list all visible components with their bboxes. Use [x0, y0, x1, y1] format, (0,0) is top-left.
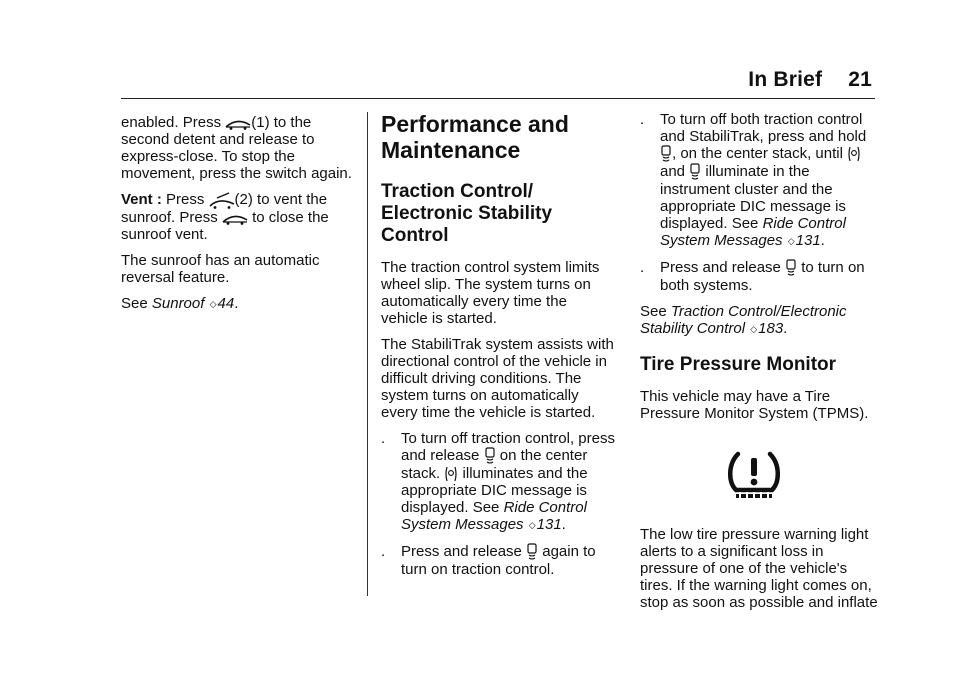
bullet-marker: .: [640, 111, 645, 128]
column-left: [121, 114, 359, 322]
text: Press and release: [660, 259, 781, 277]
column-divider: [367, 112, 368, 596]
text: to turn on both systems.: [660, 259, 865, 295]
page-ref[interactable]: 131: [536, 516, 562, 534]
bullet-marker: .: [640, 259, 645, 277]
text: , on the center stack, until: [672, 145, 843, 162]
vent-label: Vent :: [121, 191, 162, 208]
page-ref[interactable]: 44: [217, 295, 235, 313]
text: and: [660, 163, 686, 181]
sunroof-link[interactable]: Sunroof: [151, 295, 205, 313]
sunroof-express-close-paragraph: [121, 114, 359, 182]
column-right: [640, 111, 880, 620]
see-sunroof-paragraph: [121, 295, 359, 313]
text: To turn off both traction control and StabiliTrak, press and hold: [660, 111, 867, 145]
subsection-heading: Traction Control/ Electronic Stability Control: [381, 181, 553, 246]
text: To turn off traction control, press and release: [401, 430, 615, 464]
page-ref[interactable]: 131: [795, 232, 821, 250]
sunroof-close-icon: [222, 211, 248, 225]
traction-off-icon: [660, 145, 672, 163]
text: on the center stack.: [401, 447, 588, 483]
ride-control-link[interactable]: Ride Control System Messages: [660, 215, 846, 250]
bullet-body: [401, 543, 617, 578]
ride-control-link[interactable]: Ride Control System Messages: [401, 499, 587, 534]
text: .: [783, 320, 788, 338]
text: .: [820, 232, 825, 250]
text: (1) to the second detent and release to express-close. To stop the movement, press the switch again.: [121, 114, 352, 182]
header-rule: [121, 98, 875, 99]
traction-control-link[interactable]: Traction Control/Electronic Stability Control: [640, 303, 847, 338]
running-header: [748, 68, 872, 92]
bullet-marker: .: [381, 430, 386, 447]
text: .: [561, 516, 566, 534]
traction-off-icon: [484, 447, 496, 465]
text: Press: [166, 191, 205, 208]
stabilitrak-off-icon: [689, 163, 701, 181]
bullet-body: [660, 111, 880, 250]
text: to close the sunroof vent.: [121, 209, 329, 244]
bullet-item: [640, 111, 880, 250]
tire-pressure-warning-icon: [726, 448, 782, 500]
sunroof-vent-icon: [209, 191, 235, 209]
text: enabled. Press: [121, 114, 222, 131]
tpms-warning-paragraph: The low tire pressure warning light alerts to a significant loss in pressure of one of the vehicle's tires. If the warning light comes on, stop as soon as possible and inflate: [640, 526, 878, 612]
section-title: In Brief: [748, 68, 823, 91]
text: .: [234, 295, 239, 313]
reversal-paragraph: The sunroof has an automatic reversal feature.: [121, 252, 320, 287]
tpms-intro-paragraph: This vehicle may have a Tire Pressure Monitor System (TPMS).: [640, 388, 869, 423]
bullet-body: [401, 430, 617, 534]
vent-paragraph: [121, 191, 359, 243]
traction-off-icon: [785, 259, 797, 277]
bullet-marker: .: [381, 543, 386, 561]
page-ref[interactable]: 183: [758, 320, 784, 338]
text: again to turn on traction control.: [401, 543, 596, 579]
traction-warning-light-icon: [444, 466, 458, 482]
see-traction-paragraph: [640, 303, 880, 338]
text: (2) to vent the sunroof. Press: [121, 191, 328, 227]
bullet-item: [381, 430, 617, 534]
text: Press and release: [401, 543, 522, 561]
section-heading: Performance and Maintenance: [381, 111, 569, 163]
text: illuminates and the appropriate DIC message is displayed. See: [401, 465, 588, 517]
page-ref-icon: ◇: [528, 520, 536, 531]
text: See: [121, 295, 148, 313]
page-ref-icon: ◇: [787, 236, 795, 247]
traction-off-icon: [526, 543, 538, 561]
traction-paragraph: The traction control system limits wheel slip. The system turns on automatically every time the vehicle is started.: [381, 259, 600, 327]
page-ref-icon: ◇: [750, 324, 758, 335]
page-ref-icon: ◇: [209, 299, 217, 310]
subsection-heading: Tire Pressure Monitor: [640, 354, 837, 376]
bullet-body: [660, 259, 880, 294]
bullet-item: [640, 259, 880, 294]
page-number: 21: [848, 68, 872, 91]
text: illuminate in the instrument cluster and the appropriate DIC message is displayed. See: [660, 163, 846, 233]
text: See: [640, 303, 667, 321]
sunroof-close-icon: [225, 116, 251, 130]
column-middle: [381, 111, 617, 587]
bullet-item: [381, 543, 617, 578]
stabilitrak-paragraph: The StabiliTrak system assists with directional control of the vehicle in difficult driving conditions. The system turns on automatically every time the vehicle is started.: [381, 336, 614, 421]
traction-warning-light-icon: [847, 146, 861, 162]
